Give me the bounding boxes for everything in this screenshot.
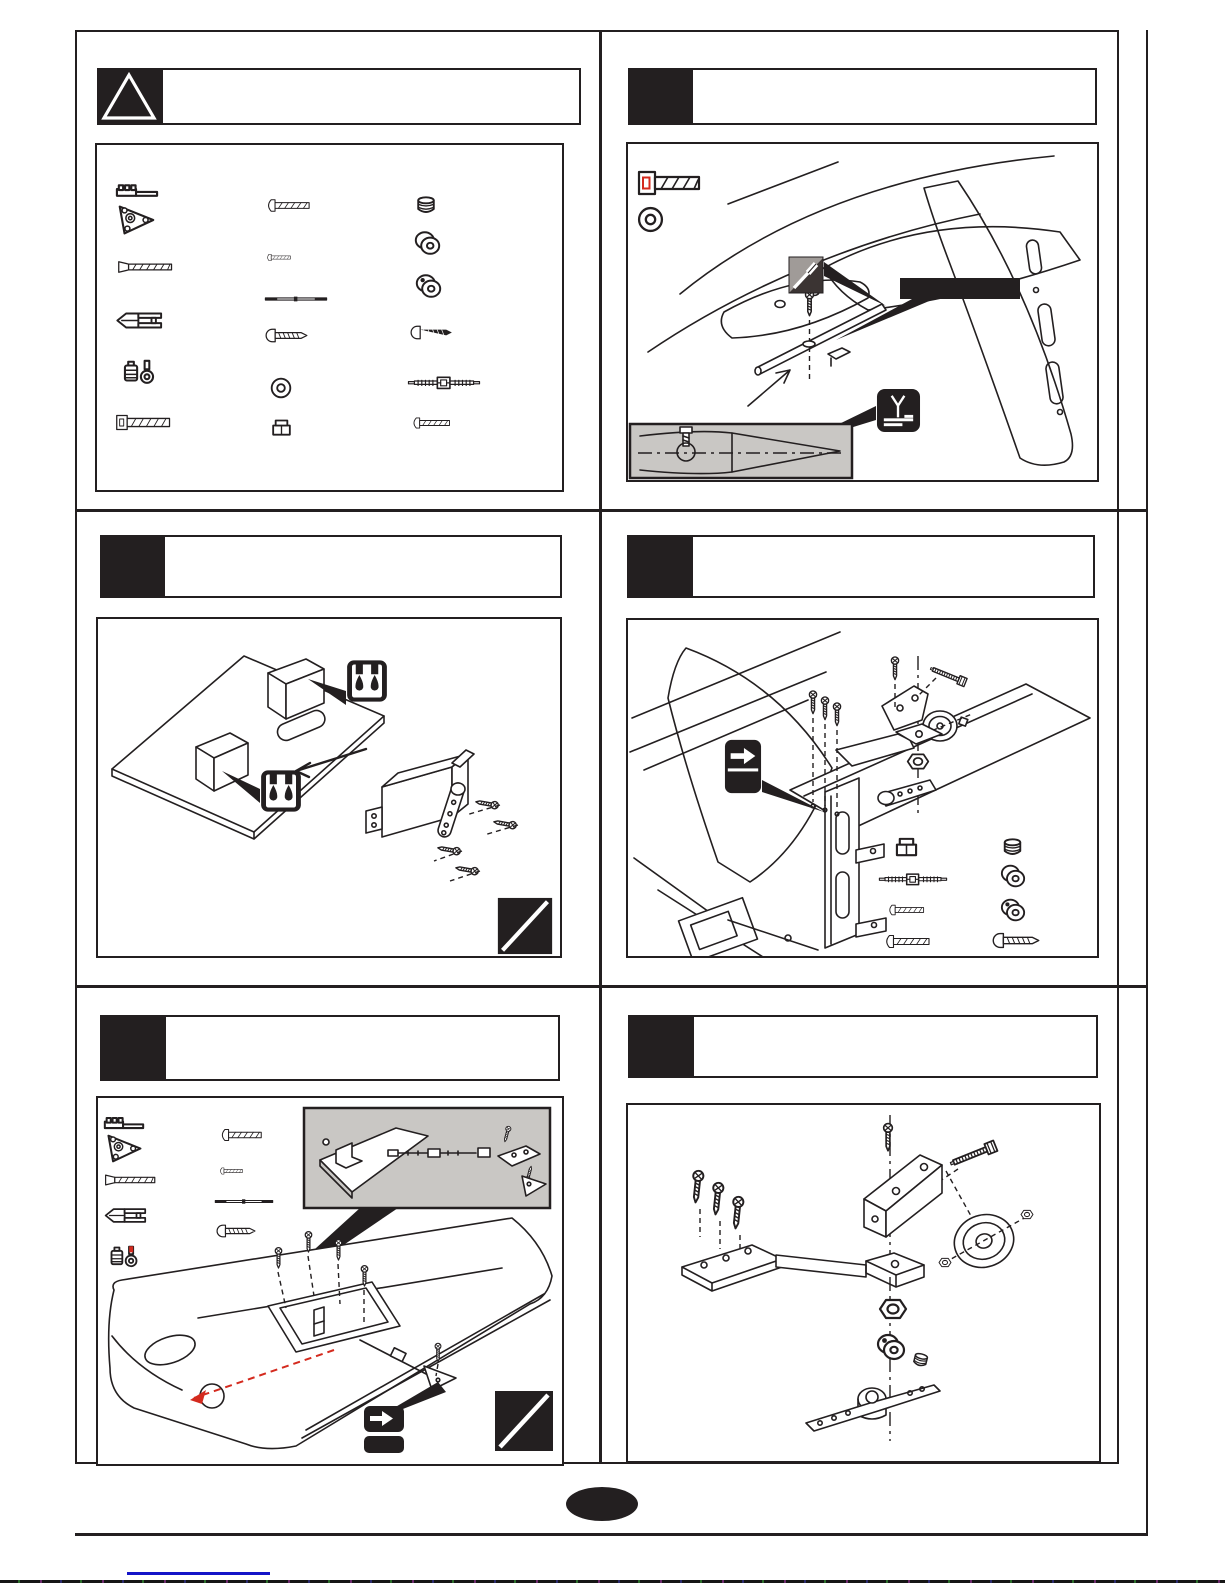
panel-5-header (100, 1015, 560, 1081)
diagonal-stripe-square-icon (495, 1391, 553, 1451)
panel-4-header (627, 535, 1095, 598)
panel-1-parts-box (95, 143, 564, 492)
washer-icon (272, 379, 291, 398)
push-direction-arrow-icon (725, 740, 761, 793)
panel-1-header (97, 68, 581, 125)
self-tapping-screw-icon (217, 1225, 255, 1237)
hex-bolt-icon (949, 1140, 998, 1168)
clevis-icon (117, 314, 161, 328)
servo-tray-illustration (112, 656, 384, 839)
panel-6-illustration (628, 1105, 1099, 1461)
wing-illustration (109, 1218, 552, 1449)
pan-head-bolt-long-icon (414, 418, 449, 428)
grid-vertical-divider (599, 30, 602, 1463)
pan-head-bolt-icon (890, 905, 924, 915)
push-direction-arrow-icon (364, 1406, 404, 1453)
panel-4-title-bar (691, 535, 1095, 598)
screwdriver-icon (789, 257, 823, 293)
panel-3-header (100, 535, 562, 598)
wheel-collar-icon (878, 1335, 904, 1359)
hinge-pin-tool-icon (877, 389, 920, 432)
threaded-coupler-icon (408, 377, 479, 388)
machine-screw-icon (884, 1124, 893, 1151)
hardware-list (105, 1118, 273, 1266)
panel-4-illustration (628, 620, 1097, 956)
panel-2-illustration (628, 144, 1097, 480)
set-screw-icon (913, 1353, 928, 1367)
steering-arm (806, 1385, 940, 1431)
hardware-list (879, 839, 1038, 948)
pan-head-bolt-icon (269, 200, 310, 212)
control-horn-icon (108, 1136, 140, 1162)
mounting-plate (682, 1245, 924, 1291)
glue-icon (261, 770, 301, 811)
self-tapping-screw-icon (266, 329, 307, 341)
control-horn-icon (120, 207, 153, 234)
washer-icon (639, 208, 662, 231)
panel-6-step-box (626, 1103, 1101, 1463)
bushing-icon (1002, 866, 1024, 887)
wheel-collar-icon (417, 275, 440, 297)
machine-screw-icon (806, 291, 814, 316)
pushrod-icon (265, 297, 326, 302)
panel-3-title-bar (163, 535, 562, 598)
panel-3-step-number-box (100, 535, 163, 598)
pan-head-bolt-long-icon (887, 936, 929, 948)
hinge-icon (105, 1118, 143, 1128)
self-tapping-screw-icon (993, 934, 1038, 948)
tail-cross-section-gray-inset (630, 424, 852, 478)
scan-noise-line (0, 1580, 1225, 1583)
set-screw-icon (1005, 839, 1021, 854)
flat-head-screw-icon (119, 262, 172, 272)
mounting-screws (690, 1170, 743, 1263)
short-pan-head-bolt-icon (220, 1168, 242, 1174)
clevis-icon (106, 1209, 146, 1222)
linkage-detail-gray-inset (304, 1108, 550, 1208)
panel-2-step-box (626, 142, 1099, 482)
grid-horizontal-divider-1 (75, 509, 1148, 512)
set-screw-icon (418, 197, 434, 212)
panel-5-step-number-box (100, 1015, 164, 1081)
panel-6-step-number-box (628, 1015, 692, 1078)
panel-3-step-box (96, 617, 562, 958)
panel-5-illustration (98, 1098, 562, 1464)
hex-nut-icon (880, 1300, 906, 1318)
wheel-collar-icon (1002, 900, 1024, 921)
page-number-badge (566, 1487, 638, 1521)
blue-underline-artifact (127, 1572, 270, 1575)
panel-3-illustration (98, 619, 560, 956)
panel-2-header (628, 68, 1097, 125)
redacted-label-bar (900, 278, 1020, 299)
panel-2-step-number-box (628, 68, 691, 125)
socket-cap-bolt-red-icon (639, 172, 699, 194)
panel-6-title-bar (692, 1015, 1098, 1078)
diagonal-stripe-square-icon (498, 898, 552, 954)
tailwheel-bracket (864, 1155, 942, 1237)
panel-4-step-box (626, 618, 1099, 958)
flat-head-screw-icon (106, 1175, 155, 1185)
hinge-icon (117, 185, 157, 196)
scan-page-edge-bottom (75, 1533, 1148, 1536)
servo-illustration (366, 750, 474, 839)
short-pan-head-bolt-icon (268, 254, 291, 260)
panel-5-title-bar (164, 1015, 560, 1081)
scan-page-edge-right (1146, 30, 1148, 1535)
wheel (939, 1207, 1033, 1275)
servo-grommet-set-icon (125, 361, 153, 383)
panel-1-title-bar (161, 68, 581, 125)
warning-triangle-icon (97, 68, 161, 125)
panel-6-header (628, 1015, 1098, 1078)
callout-wedge (824, 262, 886, 306)
pan-head-bolt-icon (222, 1129, 261, 1140)
socket-cap-bolt-icon (117, 416, 170, 430)
wheel-guide (946, 1171, 976, 1225)
glue-icon (347, 660, 387, 701)
pushrod-icon (215, 1199, 272, 1203)
panel-5-step-box (96, 1096, 564, 1466)
warning-icon-box (97, 68, 161, 125)
lock-nut-icon (897, 839, 916, 855)
threaded-coupler-icon (879, 874, 946, 885)
grid-horizontal-divider-2 (75, 985, 1148, 988)
dark-self-tapping-screw-icon (411, 326, 452, 338)
panel-1-parts-illustration (97, 145, 562, 490)
panel-2-title-bar (691, 68, 1097, 125)
lock-nut-icon (273, 421, 290, 435)
bushing-icon (416, 232, 439, 254)
panel-4-step-number-box (627, 535, 691, 598)
